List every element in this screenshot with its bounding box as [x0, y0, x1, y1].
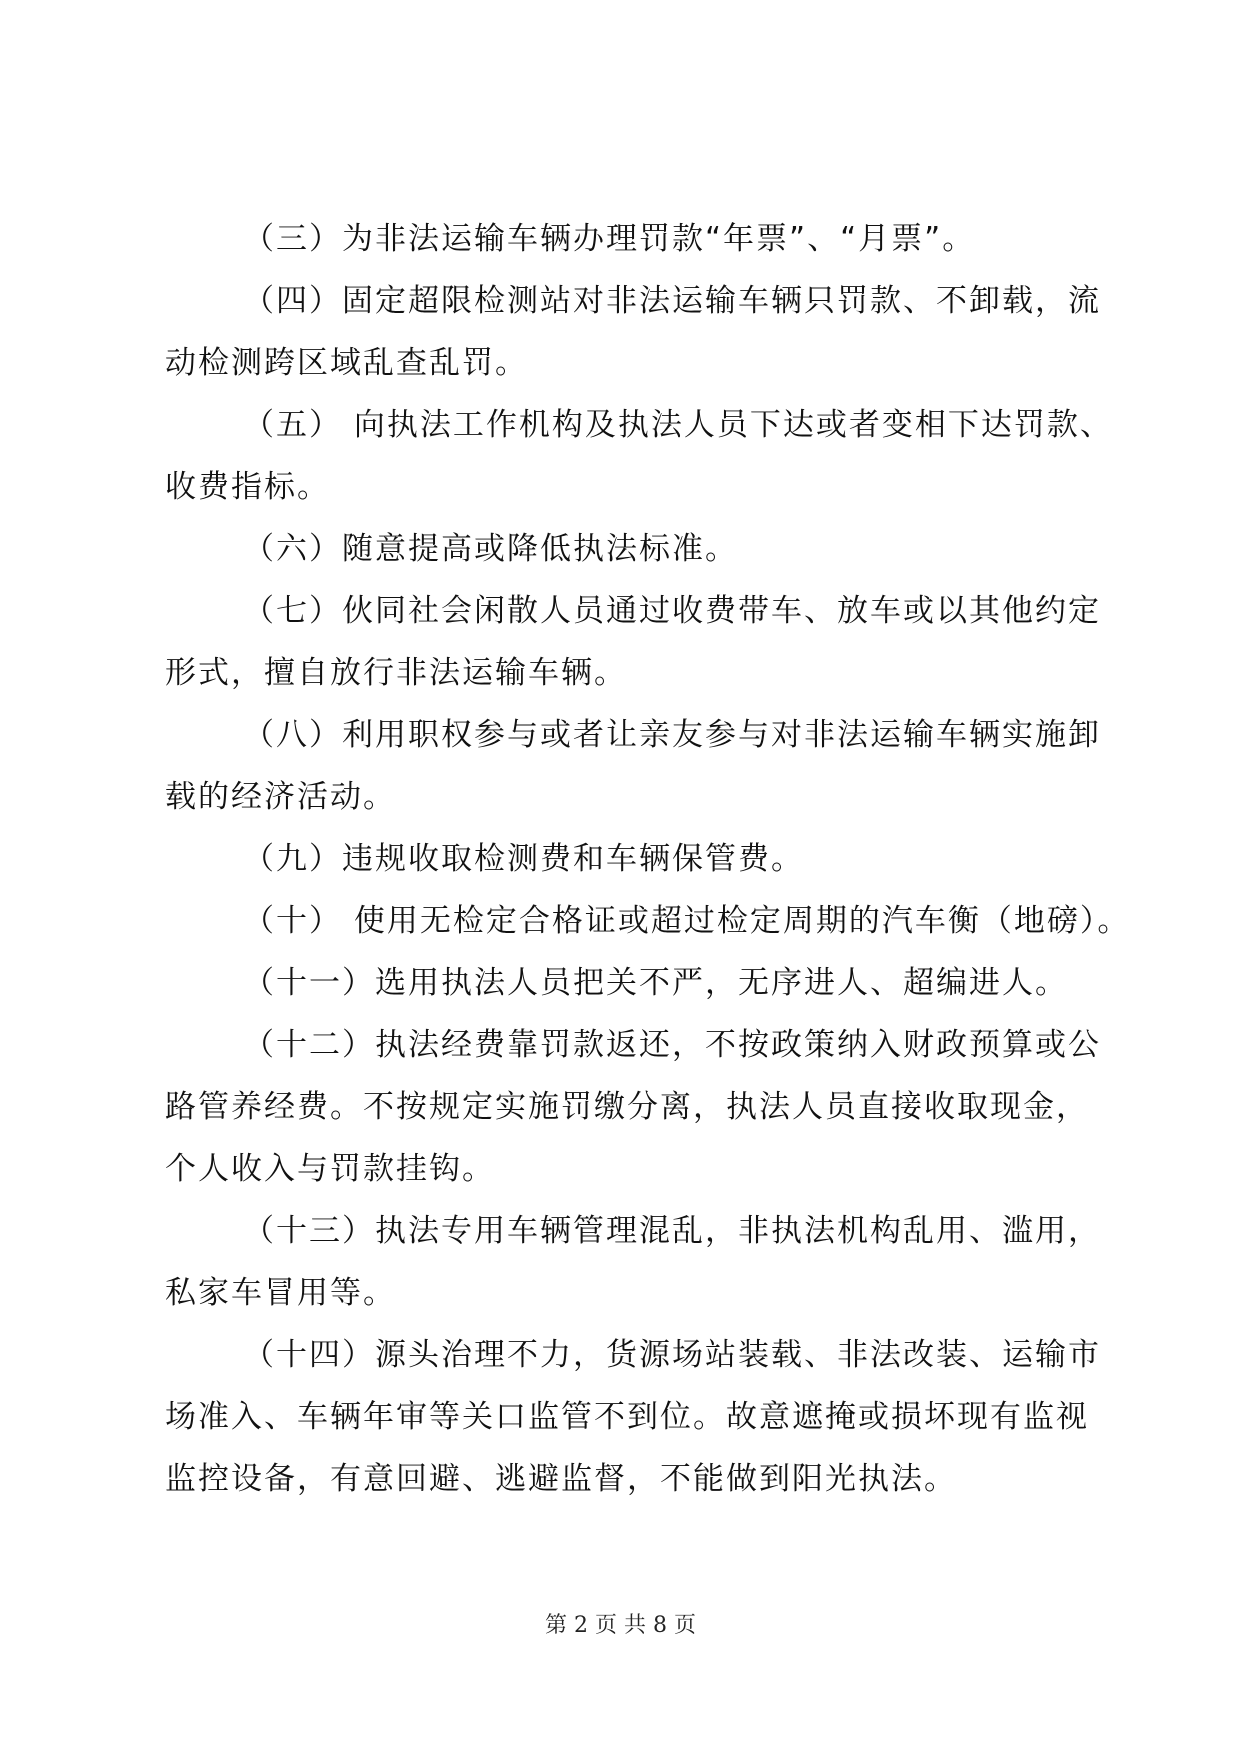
text-line: （八）利用职权参与或者让亲友参与对非法运输车辆实施卸 — [243, 717, 1101, 753]
text-line: （十二）执法经费靠罚款返还，不按政策纳入财政预算或公 — [243, 1027, 1101, 1063]
text-line: 形式，擅自放行非法运输车辆。 — [165, 655, 627, 691]
text-line: 场准入、车辆年审等关口监管不到位。故意遮掩或损坏现有监视 — [165, 1399, 1089, 1435]
text-line: 载的经济活动。 — [165, 779, 396, 815]
text-line: 收费指标。 — [165, 469, 330, 505]
text-line: （三）为非法运输车辆办理罚款“年票”、“月票”。 — [243, 221, 976, 257]
text-line: （七）伙同社会闲散人员通过收费带车、放车或以其他约定 — [243, 593, 1101, 629]
text-line: （十四）源头治理不力，货源场站装载、非法改装、运输市 — [243, 1337, 1101, 1373]
text-line: （十） 使用无检定合格证或超过检定周期的汽车衡（地磅）。 — [243, 903, 1131, 939]
text-line: 动检测跨区域乱查乱罚。 — [165, 345, 528, 381]
page-number: 第 2 页 共 8 页 — [545, 1613, 696, 1638]
text-line: （四）固定超限检测站对非法运输车辆只罚款、不卸载，流 — [243, 283, 1101, 319]
text-line: 个人收入与罚款挂钩。 — [165, 1151, 495, 1187]
text-line: （十一）选用执法人员把关不严，无序进人、超编进人。 — [243, 965, 1068, 1001]
text-line: （五） 向执法工作机构及执法人员下达或者变相下达罚款、 — [243, 407, 1113, 443]
document-body — [165, 208, 1131, 1510]
text-line: 监控设备，有意回避、逃避监督，不能做到阳光执法。 — [165, 1461, 957, 1497]
text-line: （九）违规收取检测费和车辆保管费。 — [243, 841, 804, 877]
text-line: 私家车冒用等。 — [165, 1275, 396, 1311]
text-line: 路管养经费。不按规定实施罚缴分离，执法人员直接收取现金， — [165, 1089, 1089, 1125]
text-line: （十三）执法专用车辆管理混乱，非执法机构乱用、滥用， — [243, 1213, 1101, 1249]
text-line: （六）随意提高或降低执法标准。 — [243, 531, 738, 567]
